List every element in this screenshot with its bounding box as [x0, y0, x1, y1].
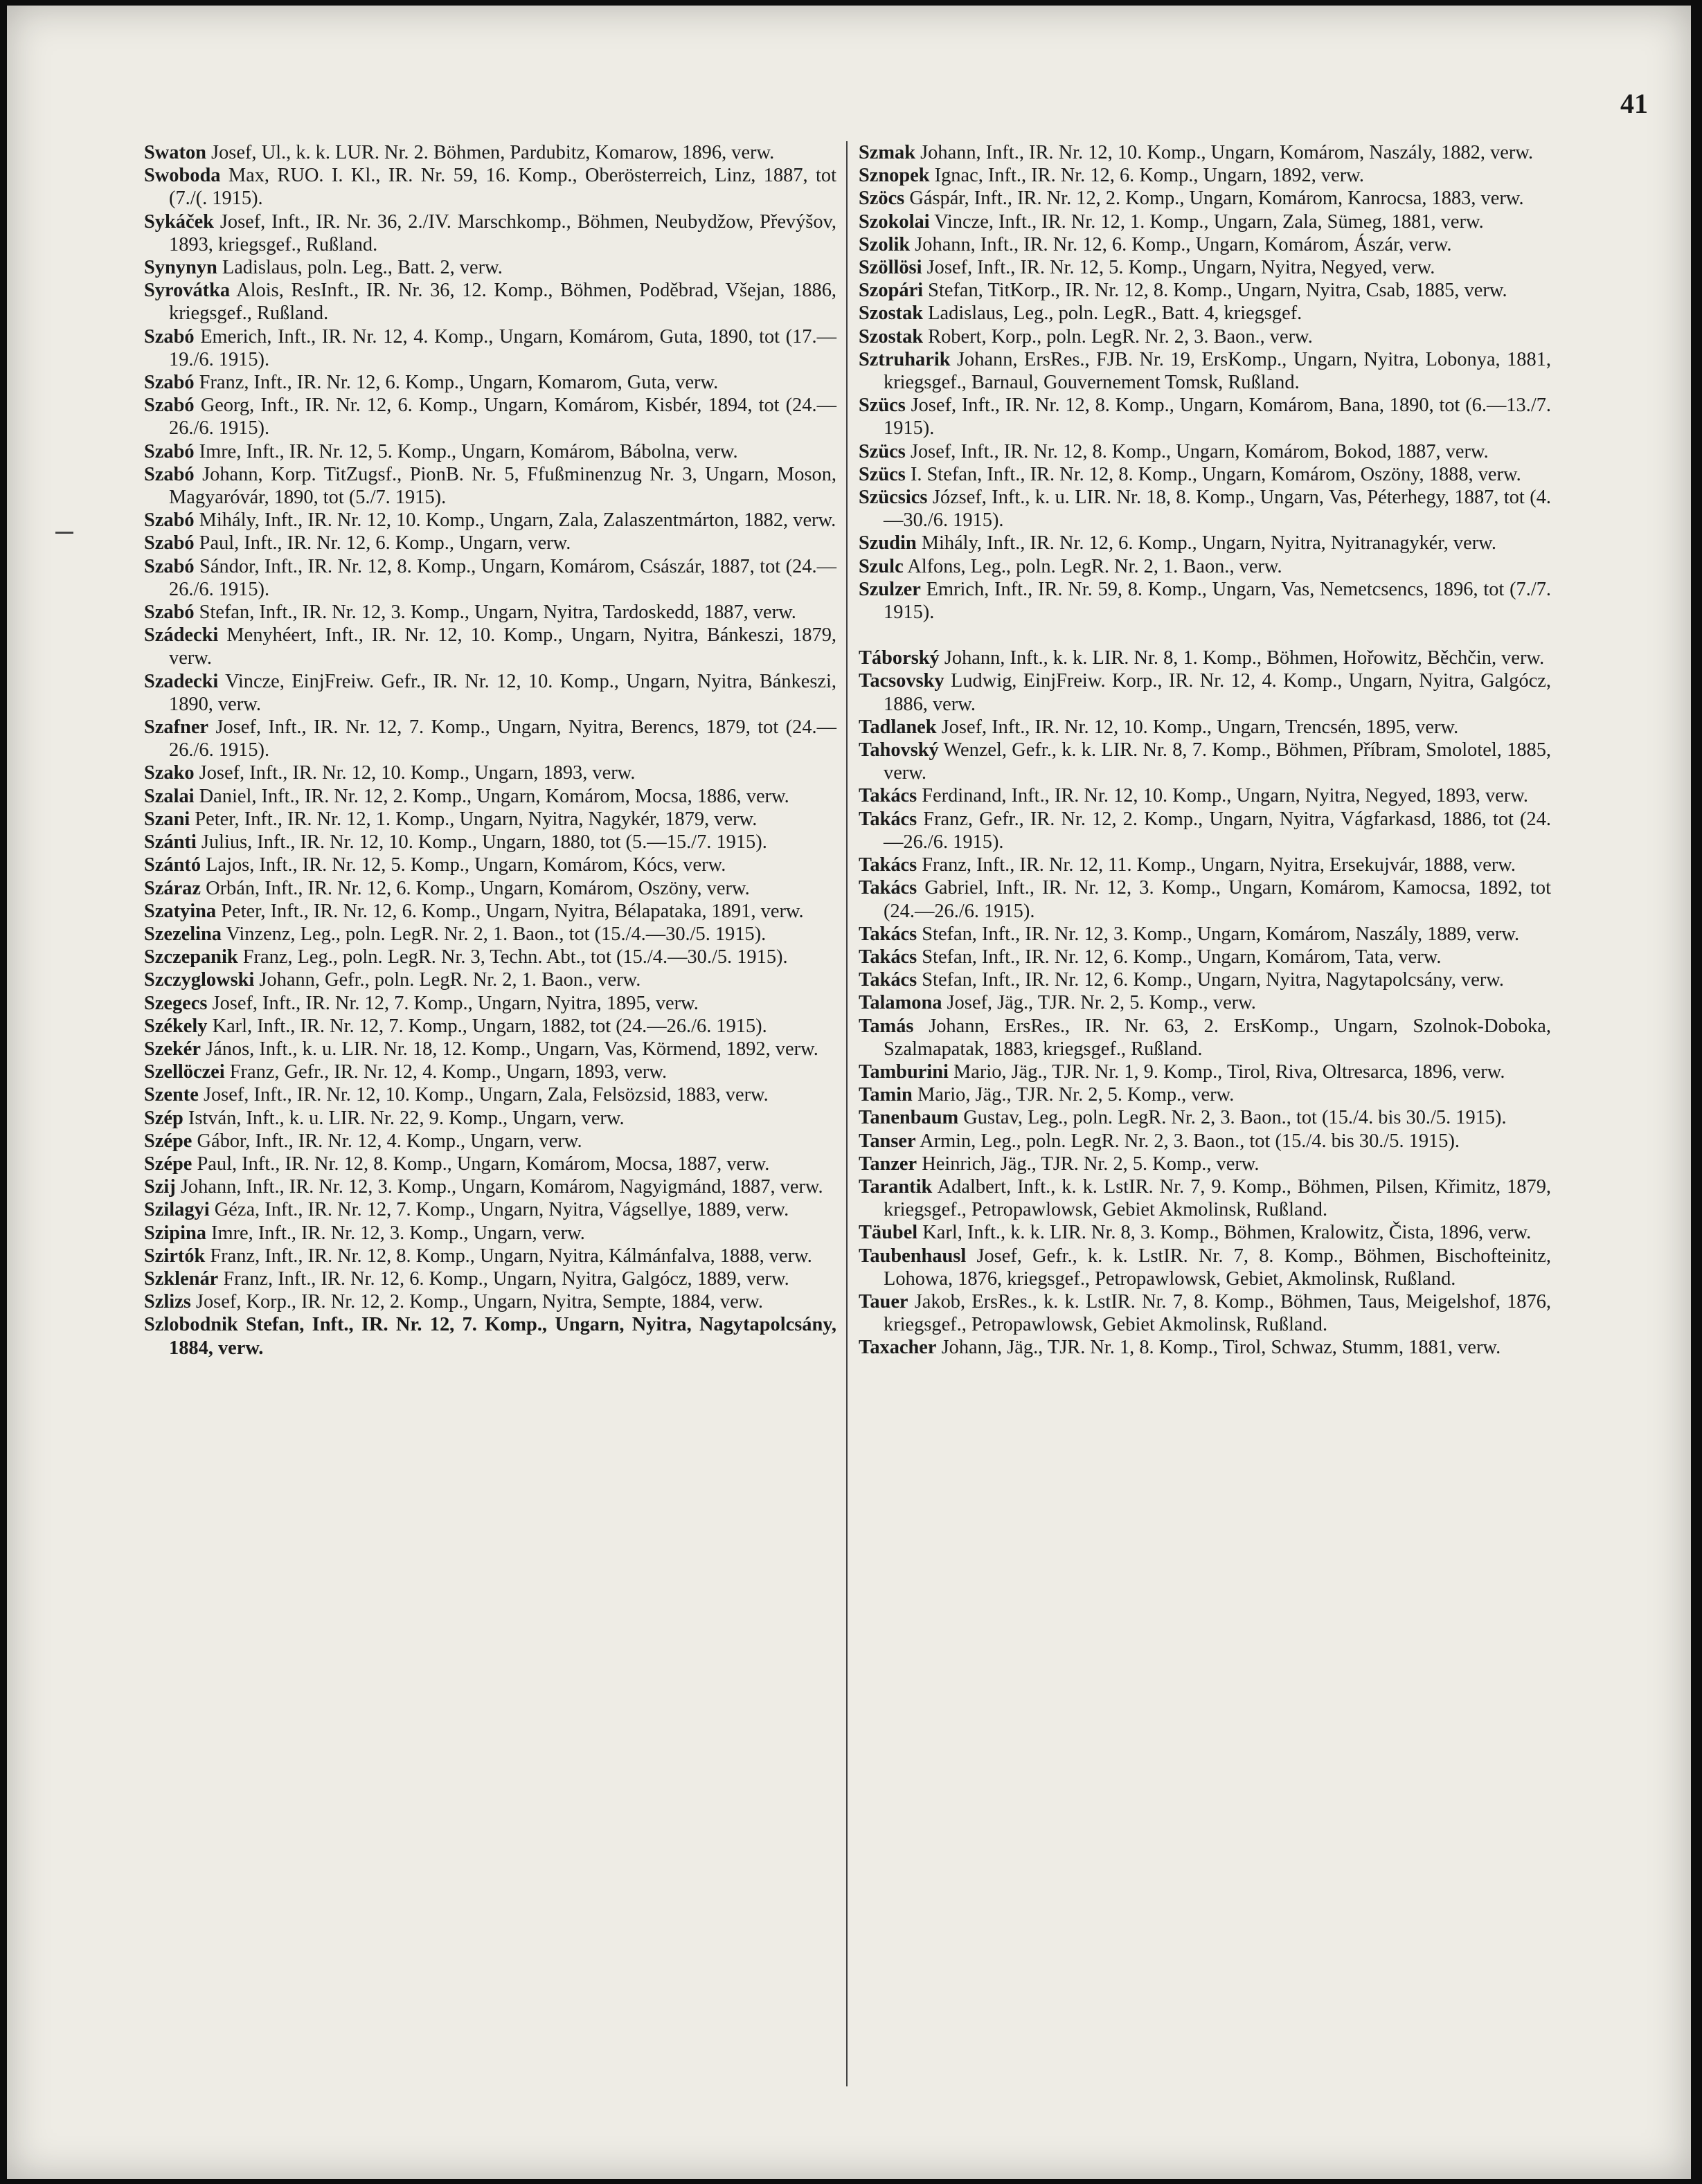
entry-surname: Szabó	[144, 602, 195, 624]
entry-surname: Szegecs	[144, 992, 208, 1014]
register-entry	[859, 279, 1551, 302]
register-entry	[144, 1267, 836, 1290]
entry-details: István, Inft., k. u. LIR. Nr. 22, 9. Komp., Ungarn, verw.	[183, 1107, 625, 1129]
register-entry	[144, 992, 836, 1015]
entry-surname: Szép	[144, 1107, 183, 1129]
right-column	[859, 141, 1551, 1360]
register-entry	[144, 854, 836, 876]
entry-details: Menyhéert, Inft., IR. Nr. 12, 10. Komp., Ungarn, Nyitra, Bánkeszi, 1879, verw.	[169, 624, 836, 669]
register-entry	[144, 831, 836, 854]
register-entry	[144, 968, 836, 991]
register-entry	[859, 946, 1551, 968]
register-entry	[859, 187, 1551, 210]
register-entry	[859, 463, 1551, 486]
entry-surname: Szántó	[144, 854, 201, 876]
entry-surname: Tanser	[859, 1130, 916, 1152]
entry-details: Peter, Inft., IR. Nr. 12, 1. Komp., Ungarn, Nyitra, Nagykér, 1879, verw.	[190, 808, 758, 830]
entry-details: Wenzel, Gefr., k. k. LIR. Nr. 8, 7. Komp., Böhmen, Příbram, Smolotel, 1885, verw.	[884, 739, 1551, 784]
register-entry	[144, 946, 836, 968]
entry-surname: Szczyglowski	[144, 969, 255, 991]
entry-details: Stefan, Inft., IR. Nr. 12, 6. Komp., Ungarn, Nyitra, Nagytapolcsány, verw.	[917, 969, 1505, 991]
register-entry	[859, 716, 1551, 739]
entry-surname: Takács	[859, 808, 917, 830]
register-entry	[859, 1130, 1551, 1153]
entry-surname: Szmak	[859, 142, 916, 163]
register-entry	[859, 325, 1551, 348]
entry-details: Georg, Inft., IR. Nr. 12, 6. Komp., Ungarn, Komárom, Kisbér, 1894, tot (24.—26./6. 1915).	[169, 395, 836, 440]
register-entry	[144, 210, 836, 256]
entry-surname: Szabó	[144, 555, 195, 577]
register-entry	[859, 394, 1551, 440]
entry-details: Josef, Korp., IR. Nr. 12, 2. Komp., Ungarn, Nyitra, Sempte, 1884, verw.	[190, 1291, 763, 1313]
register-entry	[144, 279, 836, 325]
register-entry	[859, 1290, 1551, 1336]
entry-details: Paul, Inft., IR. Nr. 12, 6. Komp., Ungarn, verw.	[194, 532, 571, 554]
entry-surname: Tadlanek	[859, 716, 937, 738]
entry-details: Vinzenz, Leg., poln. LegR. Nr. 2, 1. Baon., tot (15./4.—30./5. 1915).	[221, 923, 767, 945]
entry-surname: Szépe	[144, 1130, 192, 1152]
entry-surname: Takács	[859, 877, 917, 899]
register-entry	[144, 808, 836, 831]
entry-surname: Szabó	[144, 395, 195, 417]
register-entry	[859, 1153, 1551, 1175]
entry-details: Mihály, Inft., IR. Nr. 12, 10. Komp., Ungarn, Zala, Zalaszentmárton, 1882, verw.	[194, 509, 836, 532]
entry-surname: Takács	[859, 969, 917, 991]
entry-details: Franz, Leg., poln. LegR. Nr. 3, Techn. Abt., tot (15./4.—30./5. 1915).	[238, 946, 788, 968]
entry-surname: Szafner	[144, 716, 209, 739]
entry-surname: Szulc	[859, 555, 904, 577]
entry-details: Alois, ResInft., IR. Nr. 36, 12. Komp., Böhmen, Poděbrad, Všejan, 1886, kriegsgef., Rußland.	[169, 280, 836, 325]
entry-surname: Szücs	[859, 463, 906, 485]
entry-surname: Szezelina	[144, 923, 222, 945]
entry-details: Vincze, EinjFreiw. Gefr., IR. Nr. 12, 10. Komp., Ungarn, Nyitra, Bánkeszi, 1890, verw.	[169, 670, 836, 715]
register-entry	[144, 164, 836, 210]
entry-details: Gáspár, Inft., IR. Nr. 12, 2. Komp., Ungarn, Komárom, Kanrocsa, 1883, verw.	[904, 188, 1524, 210]
entry-details: I. Stefan, Inft., IR. Nr. 12, 8. Komp., Ungarn, Komárom, Oszöny, 1888, verw.	[905, 463, 1521, 485]
register-entry	[144, 601, 836, 624]
entry-details: Johann, Gefr., poln. LegR. Nr. 2, 1. Baon., verw.	[254, 969, 641, 991]
entry-details: Josef, Inft., IR. Nr. 12, 10. Komp., Ungarn, Trencsén, 1895, verw.	[936, 716, 1459, 738]
entry-surname: Szipina	[144, 1222, 206, 1244]
entry-surname: Szklenár	[144, 1267, 219, 1290]
entry-details: Imre, Inft., IR. Nr. 12, 5. Komp., Ungarn, Komárom, Bábolna, verw.	[194, 440, 738, 462]
register-entry	[144, 1222, 836, 1245]
entry-surname: Sykáček	[144, 210, 214, 233]
entry-details: Josef, Inft., IR. Nr. 36, 2./IV. Marschkomp., Böhmen, Neubydžow, Převýšov, 1893, kriegsgef., Rußland.	[169, 210, 836, 255]
register-entry	[144, 1015, 836, 1038]
entry-surname: Szabó	[144, 532, 195, 554]
entry-details: Johann, Inft., IR. Nr. 12, 6. Komp., Ungarn, Komárom, Ászár, verw.	[910, 233, 1452, 255]
register-entry	[859, 233, 1551, 256]
entry-details: Ladislaus, Leg., poln. LegR., Batt. 4, kriegsgef.	[923, 303, 1302, 325]
entry-surname: Szabó	[144, 372, 195, 394]
register-entry	[859, 647, 1551, 669]
register-entry	[144, 532, 836, 554]
register-entry	[144, 325, 836, 371]
entry-surname: Száraz	[144, 877, 201, 899]
entry-details: Alfons, Leg., poln. LegR. Nr. 2, 1. Baon., verw.	[903, 555, 1282, 577]
register-entry	[859, 578, 1551, 624]
entry-surname: Székely	[144, 1015, 208, 1037]
entry-surname: Szostak	[859, 303, 924, 325]
entry-surname: Tauer	[859, 1290, 908, 1312]
entry-surname: Takács	[859, 785, 917, 807]
entry-details: Franz, Inft., IR. Nr. 12, 8. Komp., Ungarn, Nyitra, Kálmánfalva, 1888, verw.	[205, 1245, 812, 1267]
entry-surname: Tamburini	[859, 1061, 949, 1083]
entry-details: Josef, Inft., IR. Nr. 12, 7. Komp., Ungarn, Nyitra, 1895, verw.	[207, 992, 699, 1014]
entry-details: Gábor, Inft., IR. Nr. 12, 4. Komp., Ungarn, verw.	[192, 1130, 582, 1152]
entry-surname: Szulzer	[859, 578, 921, 600]
entry-details: Sándor, Inft., IR. Nr. 12, 8. Komp., Ungarn, Komárom, Császár, 1887, tot (24.—26./6. 1915).	[169, 555, 836, 600]
entry-details: Johann, Inft., k. k. LIR. Nr. 8, 1. Komp., Böhmen, Hořowitz, Běchčin, verw.	[939, 647, 1545, 669]
entry-details: Johann, ErsRes., IR. Nr. 63, 2. ErsKomp., Ungarn, Szolnok-Doboka, Szalmapatak, 1883, kriegsgef., Rußland.	[884, 1015, 1551, 1060]
entry-details: Josef, Inft., IR. Nr. 12, 8. Komp., Ungarn, Komárom, Bokod, 1887, verw.	[905, 440, 1489, 462]
entry-surname: Takács	[859, 946, 917, 968]
entry-surname: Szabó	[144, 463, 195, 485]
register-entry	[144, 1107, 836, 1130]
entry-details: Johann, Inft., IR. Nr. 12, 10. Komp., Ungarn, Komárom, Naszály, 1882, verw.	[915, 142, 1534, 163]
register-entry	[859, 854, 1551, 876]
entry-details: Géza, Inft., IR. Nr. 12, 7. Komp., Ungarn, Nyitra, Vágsellye, 1889, verw.	[209, 1199, 789, 1221]
entry-details: Josef, Inft., IR. Nr. 12, 5. Komp., Ungarn, Nyitra, Negyed, verw.	[922, 257, 1435, 279]
entry-details: Josef, Gefr., k. k. LstIR. Nr. 7, 8. Komp., Böhmen, Bischofteinitz, Lohowa, 1876, kriegsgef., Petropawlowsk, Gebiet, Akmolinsk, Rußland.	[884, 1245, 1551, 1290]
entry-surname: Talamona	[859, 992, 942, 1014]
entry-surname: Szöllösi	[859, 257, 922, 279]
entry-surname: Szudin	[859, 532, 917, 554]
entry-surname: Szellöczei	[144, 1061, 225, 1083]
entry-surname: Tahovský	[859, 739, 939, 761]
register-entry	[859, 486, 1551, 532]
entry-surname: Szij	[144, 1176, 176, 1198]
entry-surname: Swoboda	[144, 165, 221, 187]
register-entry	[144, 716, 836, 761]
margin-mark	[55, 532, 73, 534]
entry-surname: Szako	[144, 762, 195, 784]
entry-surname: Takács	[859, 923, 917, 945]
entry-surname: Tamás	[859, 1015, 914, 1037]
page-number: 41	[1620, 88, 1648, 119]
entry-surname: Táborský	[859, 647, 940, 669]
entry-surname: Szczepanik	[144, 946, 238, 968]
register-entry	[144, 624, 836, 669]
entry-details: Jakob, ErsRes., k. k. LstIR. Nr. 7, 8. Komp., Böhmen, Taus, Meigelshof, 1876, kriegsgef., Petropawlowsk, Gebiet Akmolinsk, Rußland.	[884, 1290, 1551, 1336]
entry-surname: Tanenbaum	[859, 1107, 959, 1129]
entry-details: Stefan, Inft., IR. Nr. 12, 3. Komp., Ungarn, Nyitra, Tardoskedd, 1887, verw.	[194, 602, 796, 624]
entry-surname: Szlizs	[144, 1291, 191, 1313]
entry-surname: Täubel	[859, 1222, 918, 1244]
register-entry	[144, 256, 836, 279]
register-entry	[859, 669, 1551, 715]
register-entry	[859, 923, 1551, 946]
entry-details: Stefan, Inft., IR. Nr. 12, 6. Komp., Ungarn, Komárom, Tata, verw.	[917, 946, 1442, 968]
register-entry	[859, 1245, 1551, 1290]
register-entry	[144, 1198, 836, 1221]
register-entry	[859, 1106, 1551, 1129]
entry-details: Franz, Gefr., IR. Nr. 12, 4. Komp., Ungarn, 1893, verw.	[224, 1061, 668, 1083]
entry-surname: Szatyina	[144, 900, 217, 922]
entry-details: Peter, Inft., IR. Nr. 12, 6. Komp., Ungarn, Nyitra, Bélapataka, 1891, verw.	[216, 900, 804, 922]
entry-surname: Szani	[144, 808, 190, 830]
register-entry	[144, 1130, 836, 1153]
entry-surname: Sznopek	[859, 165, 930, 187]
register-entry	[144, 1153, 836, 1175]
entry-details: Ignac, Inft., IR. Nr. 12, 6. Komp., Ungarn, 1892, verw.	[929, 165, 1364, 187]
register-entry	[144, 394, 836, 440]
entry-details: Josef, Inft., IR. Nr. 12, 10. Komp., Ungarn, Zala, Felsözsid, 1883, verw.	[198, 1084, 769, 1106]
register-entry	[859, 1015, 1551, 1061]
entry-details: Ladislaus, poln. Leg., Batt. 2, verw.	[217, 257, 503, 279]
entry-details: Armin, Leg., poln. LegR. Nr. 2, 3. Baon., tot (15./4. bis 30./5. 1915).	[915, 1130, 1460, 1152]
entry-surname: Sztruharik	[859, 348, 951, 370]
entry-surname: Szopári	[859, 280, 924, 302]
entry-surname: Tamin	[859, 1084, 913, 1106]
entry-surname: Szilagyi	[144, 1199, 210, 1221]
entry-details: Ferdinand, Inft., IR. Nr. 12, 10. Komp., Ungarn, Nyitra, Negyed, 1893, verw.	[917, 785, 1529, 807]
entry-details: Josef, Inft., IR. Nr. 12, 10. Komp., Ungarn, 1893, verw.	[194, 762, 636, 784]
entry-details: Emrich, Inft., IR. Nr. 59, 8. Komp., Ungarn, Vas, Nemetcsencs, 1896, tot (7./7. 1915).	[884, 578, 1551, 624]
entry-surname: Szöcs	[859, 188, 905, 210]
entry-details: Heinrich, Jäg., TJR. Nr. 2, 5. Komp., verw.	[917, 1153, 1260, 1175]
register-entry	[144, 1038, 836, 1061]
register-entry	[859, 532, 1551, 554]
register-entry	[859, 1175, 1551, 1221]
entry-surname: Szabó	[144, 440, 195, 462]
register-entry	[144, 440, 836, 463]
entry-surname: Taubenhausl	[859, 1245, 967, 1267]
register-entry	[859, 348, 1551, 394]
entry-details: Johann, Inft., IR. Nr. 12, 3. Komp., Ungarn, Komárom, Nagyigmánd, 1887, verw.	[175, 1176, 823, 1198]
entry-surname: Synynyn	[144, 257, 217, 279]
entry-surname: Szabó	[144, 325, 195, 348]
register-entry	[859, 1336, 1551, 1359]
entry-details: Max, RUO. I. Kl., IR. Nr. 59, 16. Komp., Oberösterreich, Linz, 1887, tot (7./(. 1915).	[169, 165, 836, 210]
entry-surname: Szlobodnik	[144, 1314, 238, 1336]
register-entry	[144, 555, 836, 601]
entry-details: Stefan, Inft., IR. Nr. 12, 3. Komp., Ungarn, Komárom, Naszály, 1889, verw.	[917, 923, 1520, 945]
register-entry	[859, 440, 1551, 463]
entry-surname: Szekér	[144, 1038, 201, 1060]
register-entry	[144, 141, 836, 164]
entry-details: Daniel, Inft., IR. Nr. 12, 2. Komp., Ungarn, Komárom, Mocsa, 1886, verw.	[194, 785, 789, 807]
entry-details: Julius, Inft., IR. Nr. 12, 10. Komp., Ungarn, 1880, tot (5.—15./7. 1915).	[196, 831, 767, 854]
entry-surname: Szostak	[859, 325, 924, 348]
entry-surname: Szokolai	[859, 210, 930, 233]
entry-details: Franz, Inft., IR. Nr. 12, 11. Komp., Ungarn, Nyitra, Ersekujvár, 1888, verw.	[917, 854, 1516, 876]
register-entry	[859, 808, 1551, 854]
entry-details: Mario, Jäg., TJR. Nr. 2, 5. Komp., verw.	[912, 1084, 1235, 1106]
entry-surname: Tanzer	[859, 1153, 917, 1175]
register-entry	[859, 256, 1551, 279]
entry-details: Orbán, Inft., IR. Nr. 12, 6. Komp., Ungarn, Komárom, Oszöny, verw.	[200, 877, 750, 899]
entry-details: Vincze, Inft., IR. Nr. 12, 1. Komp., Ungarn, Zala, Sümeg, 1881, verw.	[929, 210, 1484, 233]
register-entry	[144, 785, 836, 808]
entry-details: Karl, Inft., IR. Nr. 12, 7. Komp., Ungarn, 1882, tot (24.—26./6. 1915).	[207, 1015, 767, 1037]
register-entry	[859, 876, 1551, 922]
entry-details: Josef, Ul., k. k. LUR. Nr. 2. Böhmen, Pardubitz, Komarow, 1896, verw.	[206, 142, 775, 163]
register-entry	[144, 1175, 836, 1198]
document-page	[7, 6, 1691, 2179]
register-entry	[144, 1061, 836, 1083]
entry-details: Mihály, Inft., IR. Nr. 12, 6. Komp., Ungarn, Nyitra, Nyitranagykér, verw.	[916, 532, 1496, 554]
entry-surname: Tacsovsky	[859, 670, 944, 692]
entry-details: Josef, Inft., IR. Nr. 12, 8. Komp., Ungarn, Komárom, Bana, 1890, tot (6.—13./7. 1915).	[884, 395, 1551, 440]
register-entry	[144, 463, 836, 509]
entry-details: Imre, Inft., IR. Nr. 12, 3. Komp., Ungarn, verw.	[206, 1222, 585, 1244]
entry-surname: Szücsics	[859, 487, 928, 509]
entry-surname: Szalai	[144, 785, 195, 807]
register-entry	[144, 923, 836, 946]
register-entry	[859, 991, 1551, 1014]
entry-details: Adalbert, Inft., k. k. LstIR. Nr. 7, 9. Komp., Böhmen, Pilsen, Křimitz, 1879, kriegsgef., Petropawlowsk, Gebiet Akmolinsk, Rußland.	[884, 1175, 1551, 1221]
register-entry	[859, 739, 1551, 784]
register-entry	[144, 1313, 836, 1359]
register-entry	[144, 877, 836, 900]
entry-surname: Szolik	[859, 233, 911, 255]
entry-surname: Szabó	[144, 509, 195, 532]
entry-details: Mario, Jäg., TJR. Nr. 1, 9. Komp., Tirol, Riva, Oltresarca, 1896, verw.	[948, 1061, 1505, 1083]
register-entry	[144, 1290, 836, 1313]
entry-details: Franz, Inft., IR. Nr. 12, 6. Komp., Ungarn, Nyitra, Galgócz, 1889, verw.	[218, 1267, 789, 1290]
entry-surname: Tarantik	[859, 1175, 933, 1198]
entry-surname: Szente	[144, 1084, 199, 1106]
entry-details: Johann, Korp. TitZugsf., PionB. Nr. 5, Ffußminenzug Nr. 3, Ungarn, Moson, Magyaróvár, 1890, tot (5./7. 1915).	[169, 463, 836, 509]
register-entry	[859, 210, 1551, 233]
entry-details: Gustav, Leg., poln. LegR. Nr. 2, 3. Baon., tot (15./4. bis 30./5. 1915).	[958, 1107, 1507, 1129]
register-entry	[144, 1245, 836, 1267]
entry-details: Josef, Jäg., TJR. Nr. 2, 5. Komp., verw.	[942, 992, 1256, 1014]
entry-details: Paul, Inft., IR. Nr. 12, 8. Komp., Ungarn, Komárom, Mocsa, 1887, verw.	[192, 1153, 770, 1175]
entry-surname: Szádecki	[144, 624, 219, 647]
register-entry	[144, 761, 836, 784]
left-column	[144, 141, 836, 1360]
entry-surname: Swaton	[144, 142, 206, 163]
entry-surname: Szirtók	[144, 1245, 206, 1267]
register-entry	[859, 1061, 1551, 1083]
register-entry	[144, 900, 836, 923]
entry-details: Karl, Inft., k. k. LIR. Nr. 8, 3. Komp., Böhmen, Kralowitz, Čista, 1896, verw.	[917, 1222, 1532, 1244]
register-entry	[859, 164, 1551, 187]
entry-details: Emerich, Inft., IR. Nr. 12, 4. Komp., Ungarn, Komárom, Guta, 1890, tot (17.—19./6. 1915).	[169, 325, 836, 370]
register-entry	[144, 371, 836, 394]
column-divider	[846, 141, 848, 2086]
register-entry	[859, 302, 1551, 325]
register-entry	[859, 555, 1551, 578]
entry-details: János, Inft., k. u. LIR. Nr. 18, 12. Komp., Ungarn, Vas, Körmend, 1892, verw.	[200, 1038, 818, 1060]
register-entry	[859, 1083, 1551, 1106]
entry-surname: Szánti	[144, 831, 197, 854]
register-entry	[859, 784, 1551, 807]
entry-surname: Taxacher	[859, 1337, 937, 1359]
entry-surname: Szücs	[859, 395, 906, 417]
register-entry	[144, 1083, 836, 1106]
entry-surname: Szücs	[859, 440, 906, 462]
entry-details: Stefan, Inft., IR. Nr. 12, 7. Komp., Ungarn, Nyitra, Nagytapolcsány, 1884, verw.	[169, 1314, 836, 1359]
entry-surname: Szépe	[144, 1153, 192, 1175]
entry-details: Robert, Korp., poln. LegR. Nr. 2, 3. Baon., verw.	[923, 325, 1313, 348]
entry-details: Johann, Jäg., TJR. Nr. 1, 8. Komp., Tirol, Schwaz, Stumm, 1881, verw.	[936, 1337, 1501, 1359]
entry-details: Josef, Inft., IR. Nr. 12, 7. Komp., Ungarn, Nyitra, Berencs, 1879, tot (24.—26./6. 1915).	[169, 716, 836, 761]
register-entry	[144, 670, 836, 716]
entry-details: Lajos, Inft., IR. Nr. 12, 5. Komp., Ungarn, Komárom, Kócs, verw.	[201, 854, 726, 876]
entry-surname: Takács	[859, 854, 917, 876]
entry-details: Gabriel, Inft., IR. Nr. 12, 3. Komp., Ungarn, Komárom, Kamocsa, 1892, tot (24.—26./6. 1915).	[884, 877, 1551, 922]
register-entry	[144, 509, 836, 532]
entry-details: Johann, ErsRes., FJB. Nr. 19, ErsKomp., Ungarn, Nyitra, Lobonya, 1881, kriegsgef., Barnaul, Gouvernement Tomsk, Rußland.	[884, 348, 1551, 394]
entry-details: Franz, Gefr., IR. Nr. 12, 2. Komp., Ungarn, Nyitra, Vágfarkasd, 1886, tot (24.—26./6. 1915).	[884, 808, 1551, 853]
register-entry	[859, 968, 1551, 991]
register-entry	[859, 1221, 1551, 1244]
entry-surname: Szadecki	[144, 670, 219, 692]
entry-details: József, Inft., k. u. LIR. Nr. 18, 8. Komp., Ungarn, Vas, Péterhegy, 1887, tot (4.—30./6. 1915).	[884, 487, 1551, 532]
entry-details: Franz, Inft., IR. Nr. 12, 6. Komp., Ungarn, Komarom, Guta, verw.	[194, 372, 719, 394]
entry-details: Stefan, TitKorp., IR. Nr. 12, 8. Komp., Ungarn, Nyitra, Csab, 1885, verw.	[923, 280, 1507, 302]
entry-details: Ludwig, EinjFreiw. Korp., IR. Nr. 12, 4. Komp., Ungarn, Nyitra, Galgócz, 1886, verw.	[884, 670, 1551, 715]
entry-surname: Syrovátka	[144, 280, 231, 302]
register-entry	[859, 141, 1551, 164]
